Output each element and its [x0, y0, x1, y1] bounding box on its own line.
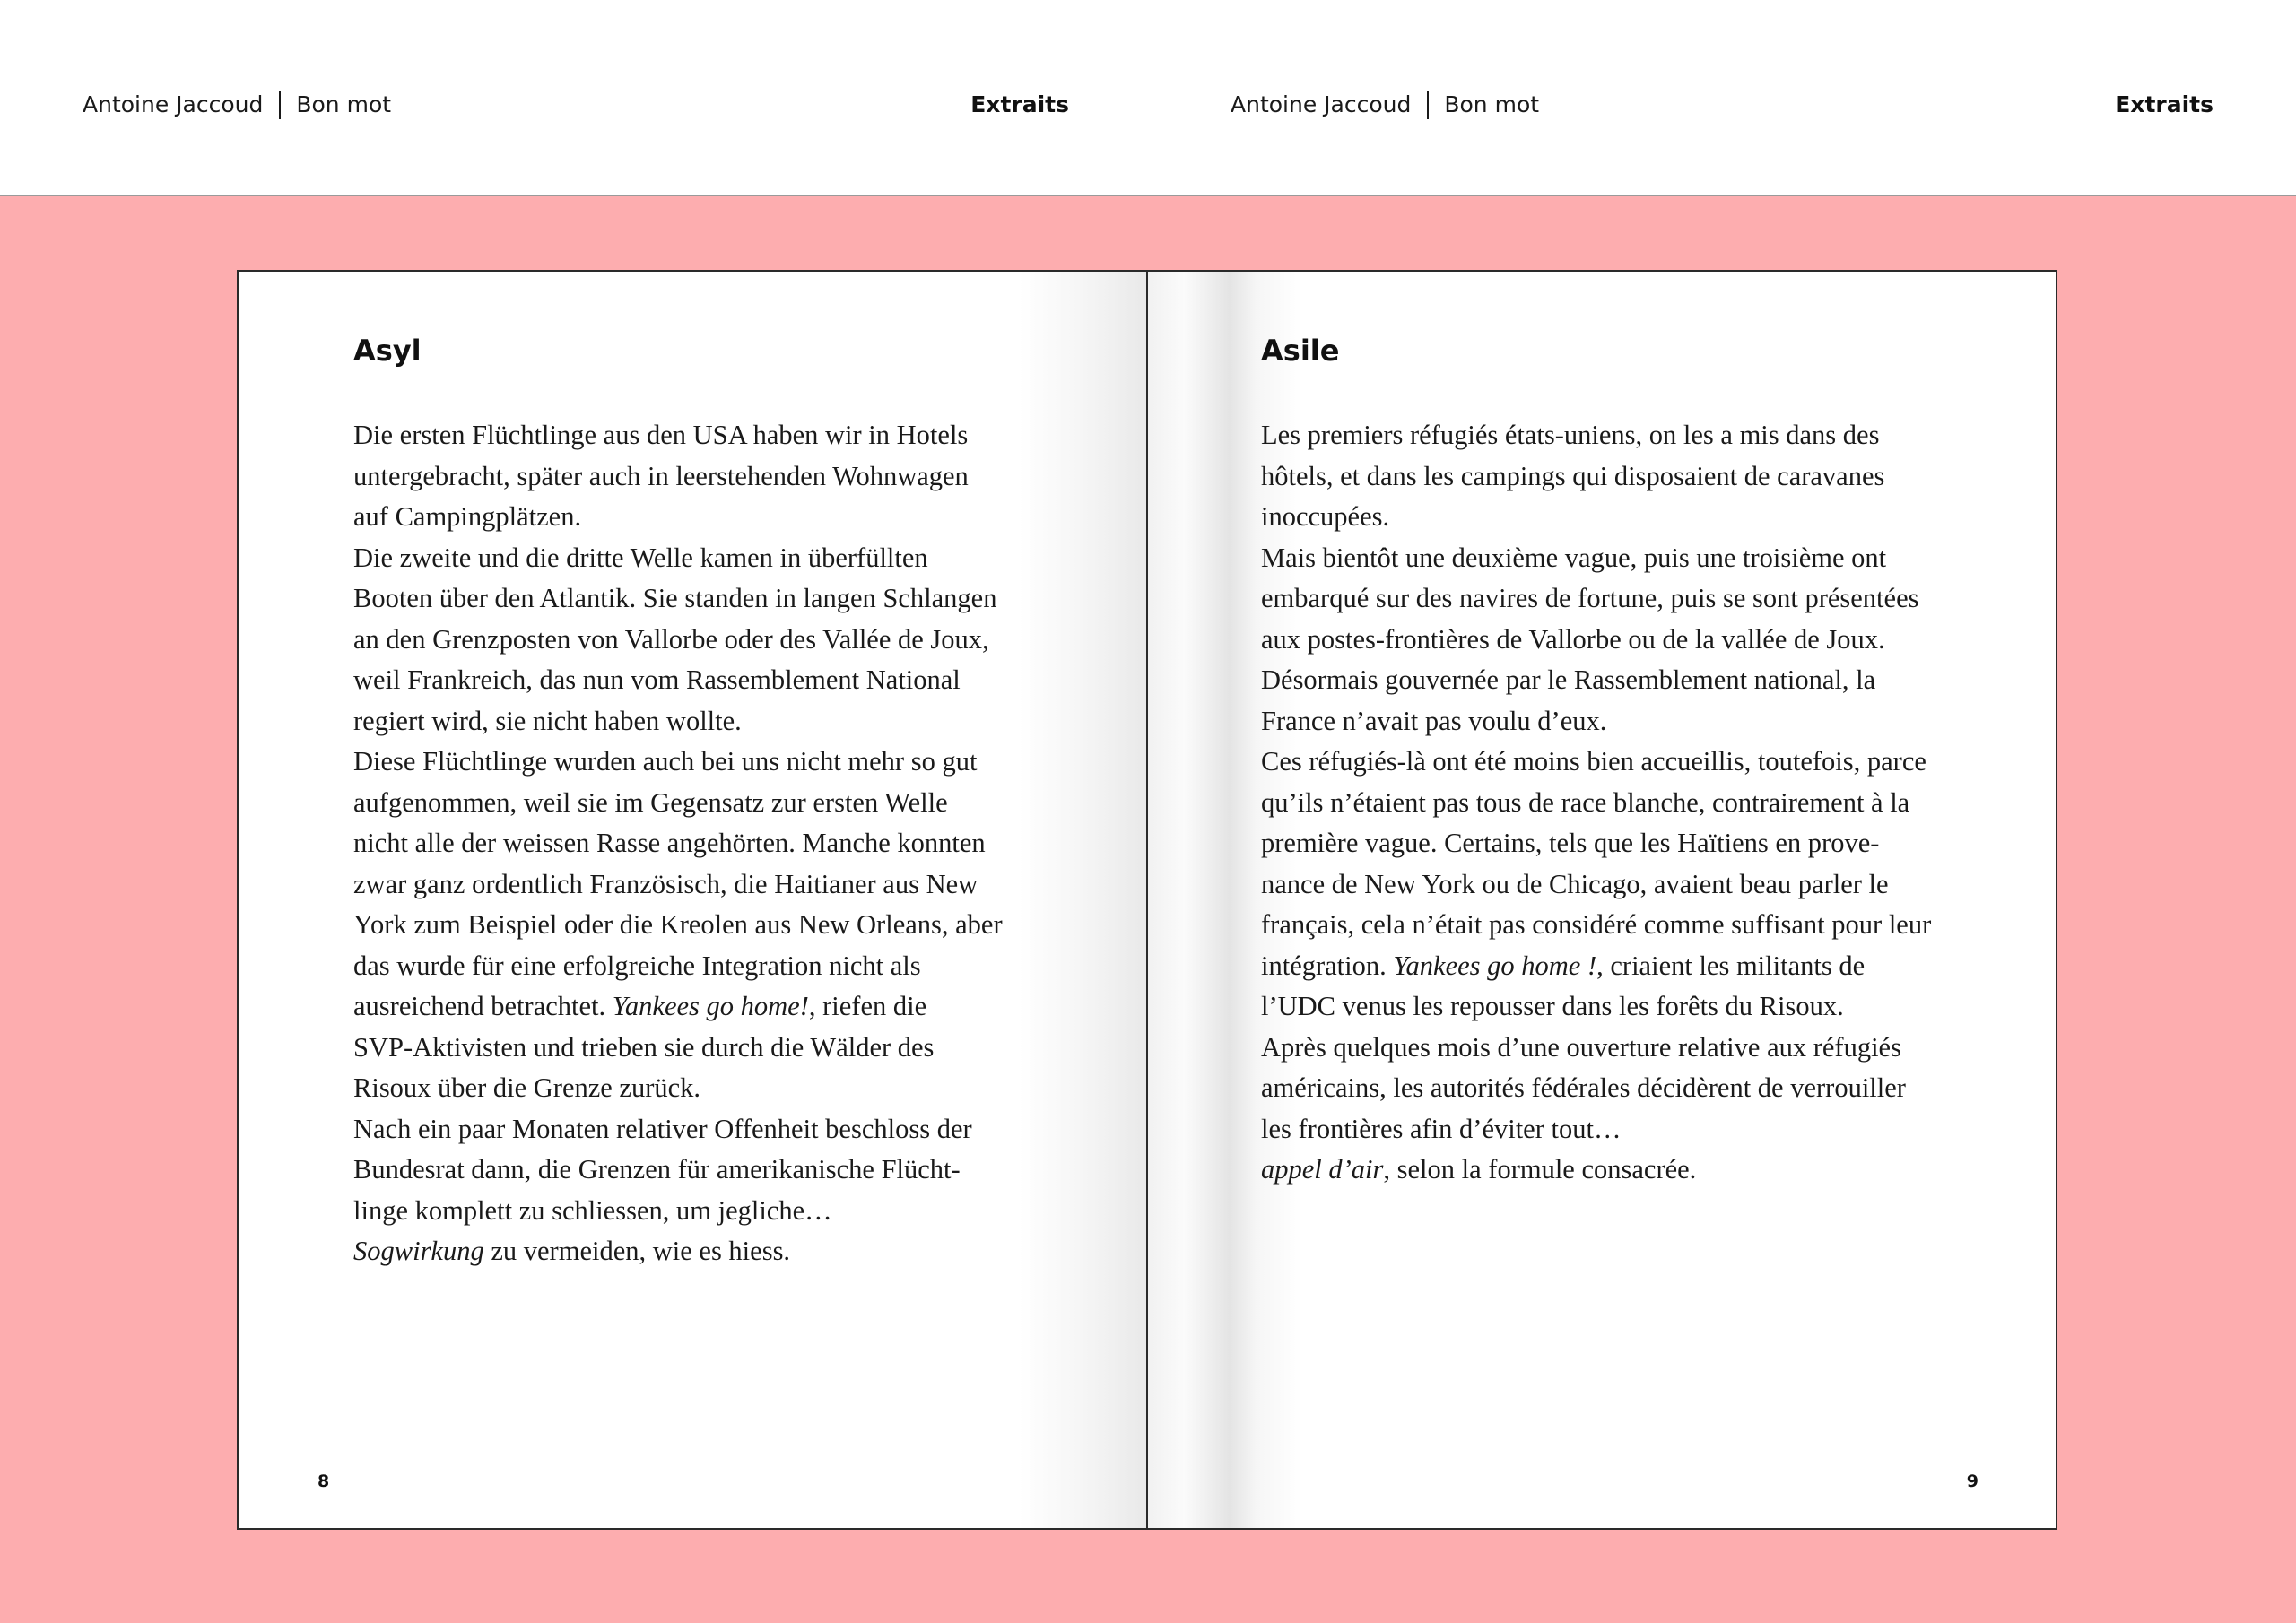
header-book-title: Bon mot	[1444, 91, 1540, 117]
text-line: inoccupées.	[1261, 501, 1390, 532]
text-line: Les premiers réfugiés états-uniens, on les a mis dans des	[1261, 420, 1880, 450]
text-line: Après quelques mois d’une ouverture relative aux réfugiés	[1261, 1031, 1901, 1063]
header-author-title	[83, 90, 391, 120]
text-line: qu’ils n’étaient pas tous de race blanche, contrairement à la	[1261, 786, 1910, 818]
text-line: hôtels, et dans les campings qui disposaient de caravanes	[1261, 460, 1885, 491]
page-number: 8	[317, 1471, 330, 1491]
text-line: regiert wird, sie nicht haben wollte.	[353, 705, 742, 736]
text-line: SVP-Aktivisten und trieben sie durch die Wälder des	[353, 1031, 935, 1063]
text-line	[353, 986, 1062, 1028]
text-line: l’UDC venus les repousser dans les forêts du Risoux.	[1261, 991, 1844, 1021]
text-line: Ces réfugiés-là ont été moins bien accueillis, toutefois, parce	[1261, 746, 1926, 777]
left-page	[239, 272, 1148, 1528]
header-author: Antoine Jaccoud	[1231, 91, 1412, 117]
text-line	[1261, 1150, 1970, 1191]
text-line: linge komplett zu schliessen, um jegliche…	[353, 1194, 832, 1226]
italic-phrase: Yankees go home !	[1393, 950, 1597, 981]
text-line: Nach ein paar Monaten relativer Offenheit beschloss der	[353, 1113, 972, 1144]
header-divider	[279, 91, 281, 119]
italic-phrase: Yankees go home!	[612, 991, 809, 1021]
right-page	[1148, 272, 2056, 1528]
text-line: auf Campingplätzen.	[353, 501, 582, 532]
text-line: Mais bientôt une deuxième vague, puis une troisième ont	[1261, 542, 1887, 573]
text-line: France n’avait pas voulu d’eux.	[1261, 705, 1607, 736]
text-line: Désormais gouvernée par le Rassemblement national, la	[1261, 664, 1876, 695]
text-line-part: , riefen die	[808, 991, 927, 1021]
header-book-title: Bon mot	[296, 91, 392, 117]
text-line: nicht alle der weissen Rasse angehörten. Manche konnten	[353, 828, 986, 858]
text-line	[1261, 946, 1970, 987]
text-line: français, cela n’était pas considéré comme suffisant pour leur	[1261, 909, 1932, 940]
page-heading: Asile	[1261, 334, 1340, 368]
header-left	[0, 0, 1148, 195]
text-line: das wurde für eine erfolgreiche Integration nicht als	[353, 950, 921, 981]
text-line-part: , criaient les militants de	[1596, 950, 1866, 981]
text-line: aufgenommen, weil sie im Gegensatz zur ersten Welle	[353, 786, 948, 818]
italic-phrase: Sogwirkung	[353, 1236, 484, 1266]
italic-phrase: appel d’air	[1261, 1154, 1384, 1185]
header-section-label: Extraits	[970, 91, 1069, 117]
header-section-label: Extraits	[2115, 91, 2213, 117]
open-book-spread	[237, 270, 2057, 1530]
text-line: Bundesrat dann, die Grenzen für amerikanische Flücht-	[353, 1154, 961, 1185]
text-line: les frontières afin d’éviter tout…	[1261, 1113, 1622, 1144]
text-line: York zum Beispiel oder die Kreolen aus New Orleans, aber	[353, 909, 1003, 940]
text-line-part: , selon la formule consacrée.	[1383, 1154, 1697, 1185]
text-line: aux postes-frontières de Vallorbe ou de la vallée de Joux.	[1261, 623, 1885, 655]
text-line: Diese Flüchtlinge wurden auch bei uns nicht mehr so gut	[353, 746, 978, 777]
text-line: Booten über den Atlantik. Sie standen in langen Schlangen	[353, 583, 997, 613]
text-line: américains, les autorités fédérales décidèrent de verrouiller	[1261, 1072, 1906, 1103]
pink-background	[0, 196, 2296, 1623]
header-divider	[1427, 91, 1429, 119]
page-body-text	[1261, 415, 1970, 1191]
text-line: weil Frankreich, das nun vom Rassemblement National	[353, 664, 961, 695]
header-author: Antoine Jaccoud	[83, 91, 264, 117]
text-line: Die zweite und die dritte Welle kamen in überfüllten	[353, 542, 928, 573]
text-line-part: intégration.	[1261, 950, 1394, 981]
text-line: an den Grenzposten von Vallorbe oder des Vallée de Joux,	[353, 623, 989, 655]
page-body-text	[353, 415, 1062, 1272]
text-line: Risoux über die Grenze zurück.	[353, 1072, 701, 1103]
page-heading: Asyl	[353, 334, 422, 368]
header-right	[1148, 0, 2296, 195]
text-line: Die ersten Flüchtlinge aus den USA haben wir in Hotels	[353, 420, 969, 450]
text-line: nance de New York ou de Chicago, avaient beau parler le	[1261, 868, 1889, 899]
text-line	[353, 1231, 1062, 1272]
text-line: untergebracht, später auch in leerstehenden Wohnwagen	[353, 460, 969, 491]
text-line-part: ausreichend betrachtet.	[353, 991, 613, 1021]
header-bar	[0, 0, 2296, 196]
text-line-part: zu vermeiden, wie es hiess.	[483, 1236, 791, 1266]
text-line: zwar ganz ordentlich Französisch, die Haitianer aus New	[353, 868, 978, 899]
page-number: 9	[1966, 1471, 1979, 1491]
text-line: embarqué sur des navires de fortune, puis se sont présentées	[1261, 583, 1919, 613]
text-line: première vague. Certains, tels que les Haïtiens en prove-	[1261, 828, 1880, 858]
header-author-title	[1231, 90, 1539, 120]
